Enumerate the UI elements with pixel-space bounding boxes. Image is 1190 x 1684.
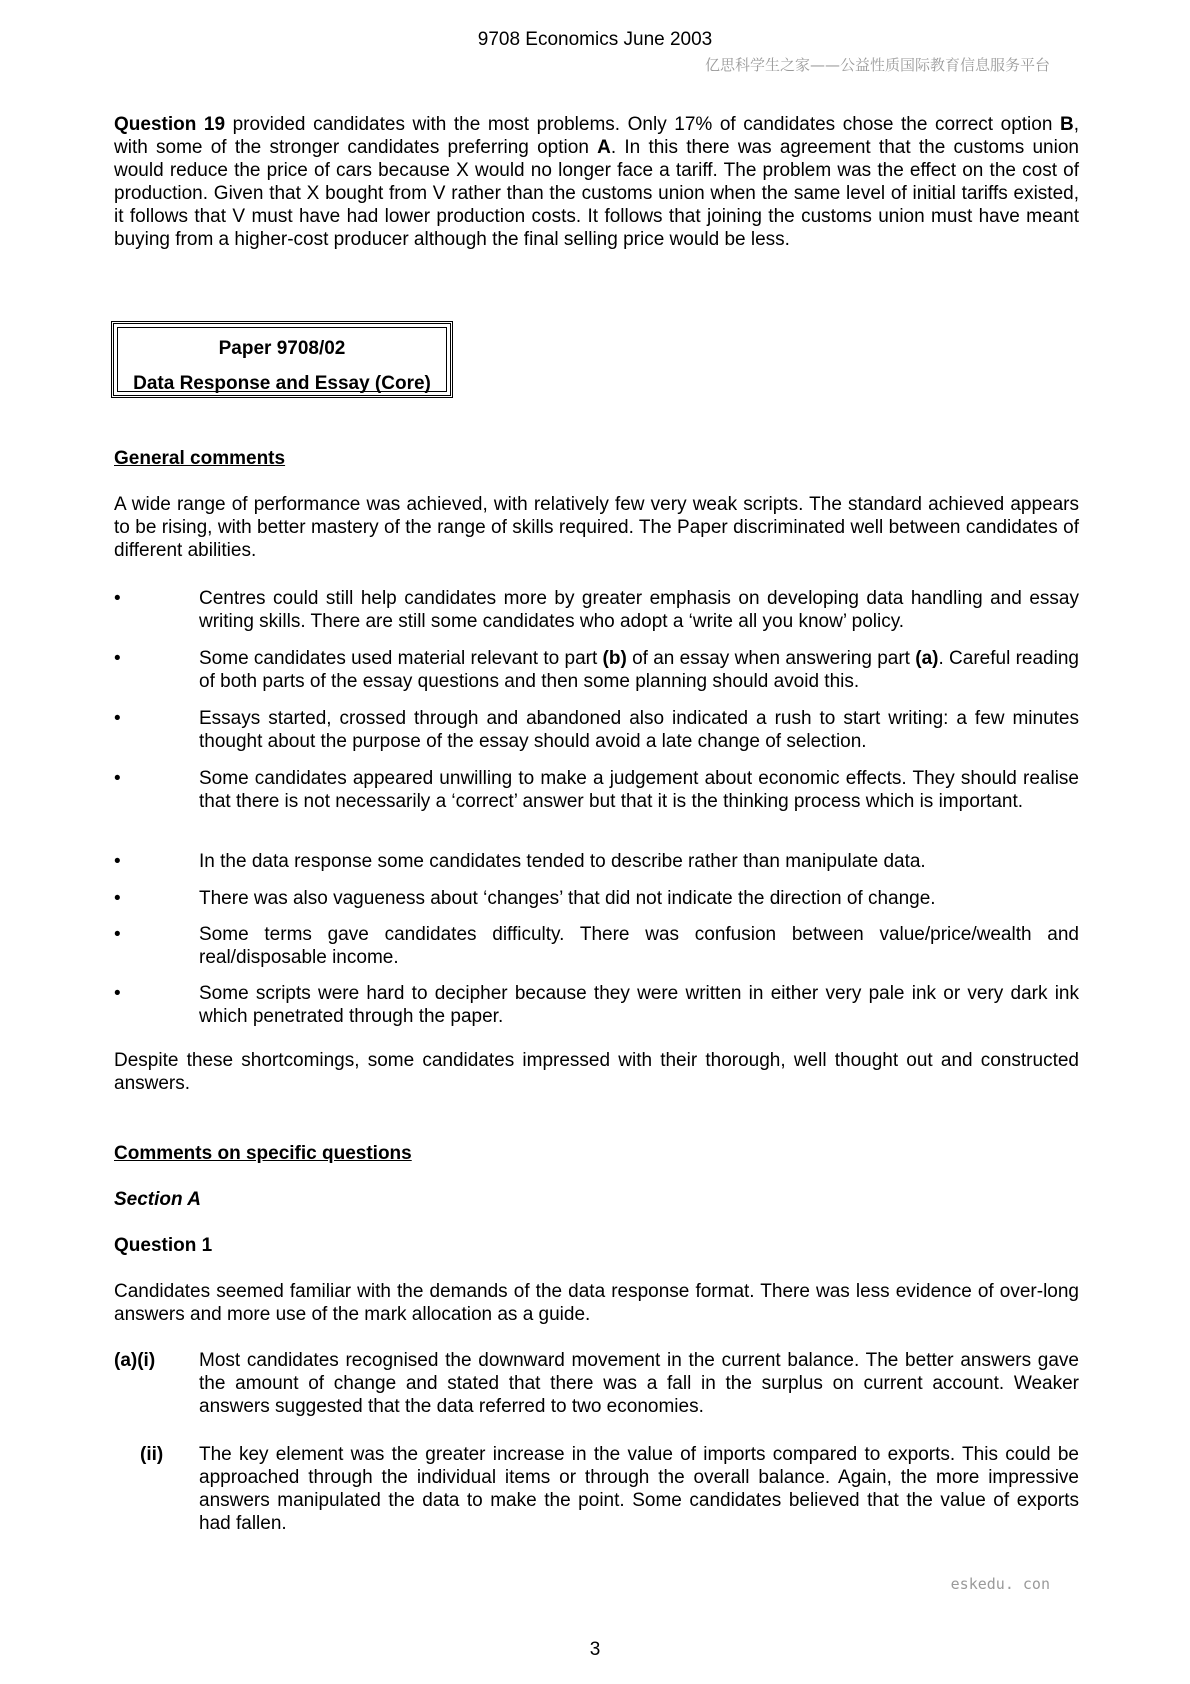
paper-box-inner bbox=[117, 327, 447, 392]
bullet-text: Some terms gave candidates difficulty. There was confusion between value/price/wealth and real/disposable income. bbox=[199, 924, 1079, 968]
bullet-text: Essays started, crossed through and abandoned also indicated a rush to start writing: a few minutes thought about the purpose of the essay should avoid a late change of selection. bbox=[199, 708, 1079, 752]
bullet-text-part: . Careful reading of both parts of the essay questions and then some planning should avoid this. bbox=[199, 648, 1079, 692]
section-a-heading: Section A bbox=[114, 1189, 201, 1210]
bullet-text: Centres could still help candidates more by greater emphasis on developing data handling and essay writing skills. There are still some candidates who adopt a ‘write all you know’ policy. bbox=[199, 588, 1079, 632]
bullet-icon: • bbox=[114, 983, 121, 1004]
item-a-ii-text: The key element was the greater increase in the value of imports compared to exports. This could be approached through the individual items or through the overall balance. Again, the more impressive answers manipulated the data to make the point. Some candidates believed that the value of exports had fallen. bbox=[199, 1444, 1079, 1534]
q19-text-3: . In this there was agreement that the customs union would reduce the price of cars because X would no longer face a tariff. The problem was the effect on the cost of production. Given that X bought from V rather than the customs union when the same level of initial tariffs existed, it follows that V must have had lower production costs. It follows that joining the customs union must have meant buying from a higher-cost producer although the final selling price would be less. bbox=[114, 137, 1079, 250]
bullet-text-part: Some candidates used material relevant to part bbox=[199, 648, 603, 669]
bullet-icon: • bbox=[114, 851, 121, 872]
header-watermark: 亿思科学生之家——公益性质国际教育信息服务平台 bbox=[704, 56, 1050, 74]
question-19-lead: Question 19 bbox=[114, 114, 226, 135]
general-comments-closing: Despite these shortcomings, some candidates impressed with their thorough, well thought out and constructed answers. bbox=[114, 1050, 1079, 1094]
bullet-icon: • bbox=[114, 708, 121, 729]
item-a-i-label: (a)(i) bbox=[114, 1350, 156, 1371]
item-a-ii-label: (ii) bbox=[140, 1444, 164, 1465]
q19-option-a: A bbox=[597, 137, 611, 158]
q19-text-2: , with some of the stronger candidates preferring option bbox=[114, 114, 1079, 158]
page-header-title: 9708 Economics June 2003 bbox=[477, 29, 713, 50]
bullet-text: There was also vagueness about ‘changes’ that did not indicate the direction of change. bbox=[199, 888, 936, 909]
question-1-heading: Question 1 bbox=[114, 1235, 213, 1256]
part-b-ref: (b) bbox=[602, 648, 627, 669]
question-19-paragraph bbox=[114, 113, 1079, 251]
item-a-i-text: Most candidates recognised the downward movement in the current balance. The better answers gave the amount of change and stated that there was a fall in the surplus on current account. Weaker answers suggested that the data referred to two economies. bbox=[199, 1350, 1079, 1417]
paper-box-title: Paper 9708/02 bbox=[218, 338, 346, 359]
bullet-icon: • bbox=[114, 888, 121, 909]
question-1-intro: Candidates seemed familiar with the demands of the data response format. There was less evidence of over-long answers and more use of the mark allocation as a guide. bbox=[114, 1281, 1079, 1325]
bullet-text-part: of an essay when answering part bbox=[626, 648, 916, 669]
general-comments-intro: A wide range of performance was achieved, with relatively few very weak scripts. The standard achieved appears to be rising, with better mastery of the range of skills required. The Paper discriminated well between candidates of different abilities. bbox=[114, 494, 1079, 561]
bullet-text: Some scripts were hard to decipher because they were written in either very pale ink or very dark ink which penetrated through the paper. bbox=[199, 983, 1079, 1027]
bullet-icon: • bbox=[114, 588, 121, 609]
bullet-icon: • bbox=[114, 768, 121, 789]
q19-option-b: B bbox=[1059, 114, 1074, 135]
bullet-text: In the data response some candidates tended to describe rather than manipulate data. bbox=[199, 851, 926, 872]
general-comments-heading: General comments bbox=[114, 448, 286, 469]
paper-box-subtitle: Data Response and Essay (Core) bbox=[133, 373, 431, 394]
footer-watermark: eskedu. con bbox=[950, 1575, 1050, 1593]
bullet-icon: • bbox=[114, 648, 121, 669]
paper-box bbox=[111, 321, 453, 398]
q19-text-1: provided candidates with the most problems. Only 17% of candidates chose the correct option bbox=[225, 114, 1060, 135]
part-a-ref: (a) bbox=[915, 648, 939, 669]
page-number: 3 bbox=[589, 1639, 601, 1660]
bullet-text: Some candidates appeared unwilling to make a judgement about economic effects. They should realise that there is not necessarily a ‘correct’ answer but that it is the thinking process which is important. bbox=[199, 768, 1079, 812]
bullet-text bbox=[199, 647, 1079, 693]
bullet-icon: • bbox=[114, 924, 121, 945]
specific-comments-heading: Comments on specific questions bbox=[114, 1143, 412, 1164]
